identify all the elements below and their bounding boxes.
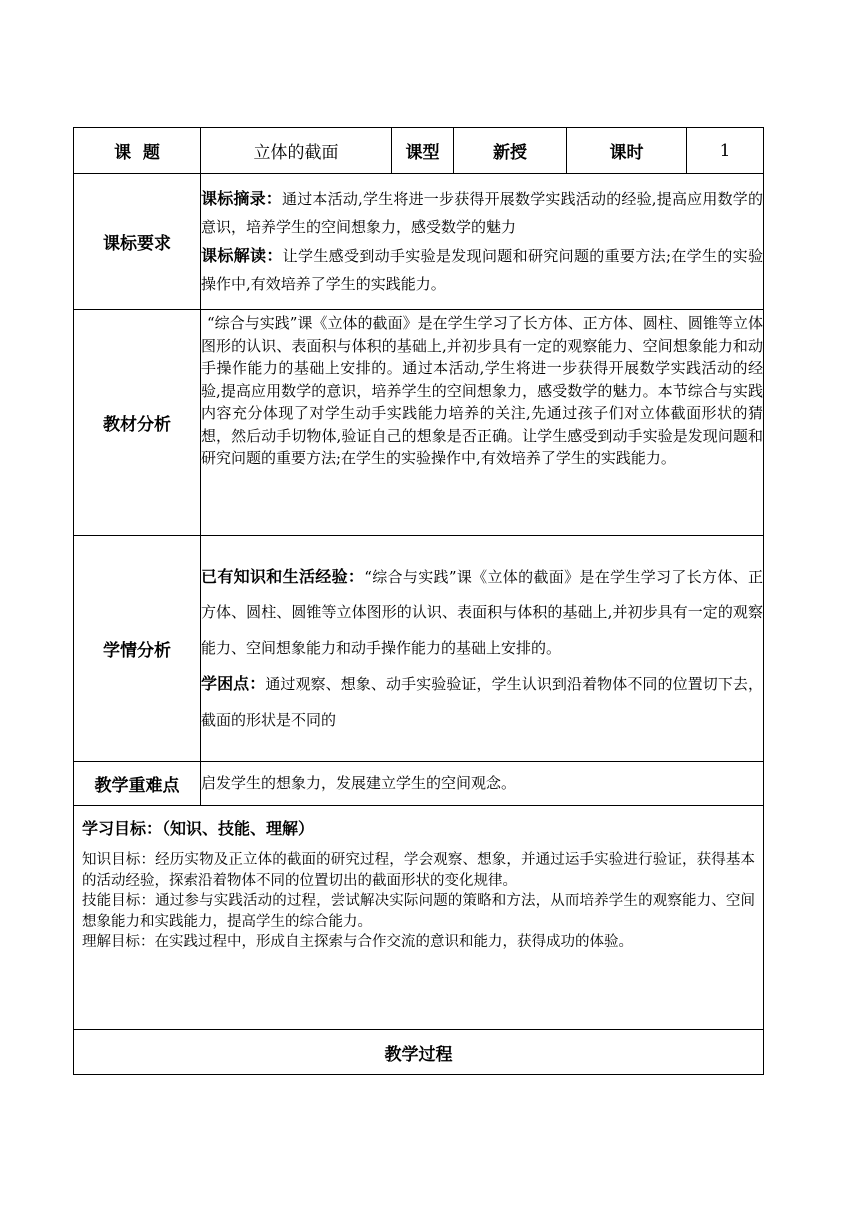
key-points-label: 教学重难点 (74, 762, 201, 806)
lesson-plan-table (73, 127, 764, 1075)
goals-title: 学习目标：（知识、技能、理解） (82, 819, 315, 838)
difficulty-text: 通过观察、想象、动手实验验证，学生认识到沿着物体不同的位置切下去，截面的形状是不同的 (201, 675, 763, 729)
textbook-content (201, 310, 764, 536)
knowledge-text: “综合与实践”课《立体的截面》是在学生学习了长方体、正方体、圆柱、圆锥等立体图形的认识、表面积与体积的基础上,并初步具有一定的观察能力、空间想象能力和动手操作能力的基础上安排的。 (201, 567, 763, 657)
process-row (74, 1030, 764, 1075)
goal-knowledge: 知识目标：经历实物及正立体的截面的研究过程，学会观察、想象，并通过运手实验进行验证，获得基本的活动经验，探索沿着物体不同的位置切出的截面形状的变化规律。 (82, 852, 755, 889)
period-value: 1 (687, 128, 764, 174)
curriculum-row (74, 174, 764, 310)
excerpt-lead: 课标摘录： (201, 188, 283, 208)
interpret-lead: 课标解读： (201, 245, 283, 265)
goal-understanding: 理解目标：在实践过程中，形成自主探索与合作交流的意识和能力，获得成功的体验。 (82, 934, 633, 950)
students-content (201, 536, 764, 762)
key-points-text: 启发学生的想象力，发展建立学生的空间观念。 (201, 762, 764, 806)
excerpt-text: 通过本活动,学生将进一步获得开展数学实践活动的经验,提高应用数学的意识，培养学生的空间想象力，感受数学的魅力 (201, 189, 763, 236)
students-knowledge (201, 559, 763, 667)
goals-row (74, 806, 764, 1030)
students-row (74, 536, 764, 762)
textbook-label: 教材分析 (74, 310, 201, 536)
textbook-row (74, 310, 764, 536)
process-title: 教学过程 (74, 1030, 764, 1075)
students-difficulty (201, 666, 763, 738)
key-points-row (74, 762, 764, 806)
goal-skill: 技能目标：通过参与实践活动的过程，尝试解决实际问题的策略和方法，从而培养学生的观察能力、空间想象能力和实践能力，提高学生的综合能力。 (82, 893, 755, 930)
curriculum-interpretation (201, 242, 763, 299)
knowledge-lead: 已有知识和生活经验： (201, 566, 365, 586)
curriculum-content (201, 174, 764, 310)
curriculum-label: 课标要求 (74, 174, 201, 310)
type-label: 课型 (392, 128, 454, 174)
goals-content (74, 806, 764, 1030)
students-label: 学情分析 (74, 536, 201, 762)
interpret-text: 让学生感受到动手实验是发现问题和研究问题的重要方法;在学生的实验操作中,有效培养了学生的实践能力。 (201, 246, 763, 293)
topic-label: 课 题 (74, 128, 201, 174)
topic-value: 立体的截面 (201, 128, 392, 174)
header-row (74, 128, 764, 174)
difficulty-lead: 学困点： (201, 674, 266, 694)
textbook-text: “综合与实践”课《立体的截面》是在学生学习了长方体、正方体、圆柱、圆锥等立体图形的认识、表面积与体积的基础上,并初步具有一定的观察能力、空间想象能力和动手操作能力的基础上安排的。通过本活动,学生将进一步获得开展数学实践活动的经验,提高应用数学的意识，培养学生的空间想象力，感受数学的魅力。本节综合与实践内容充分体现了对学生动手实践能力培养的关注,先通过孩子们对立体截面形状的猜想，然后动手切物体,验证自己的想象是否正确。让学生感受到动手实验是发现问题和研究问题的重要方法;在学生的实验操作中,有效培养了学生的实践能力。 (201, 314, 763, 467)
curriculum-excerpt (201, 185, 763, 242)
period-label: 课时 (567, 128, 687, 174)
type-value: 新授 (454, 128, 567, 174)
